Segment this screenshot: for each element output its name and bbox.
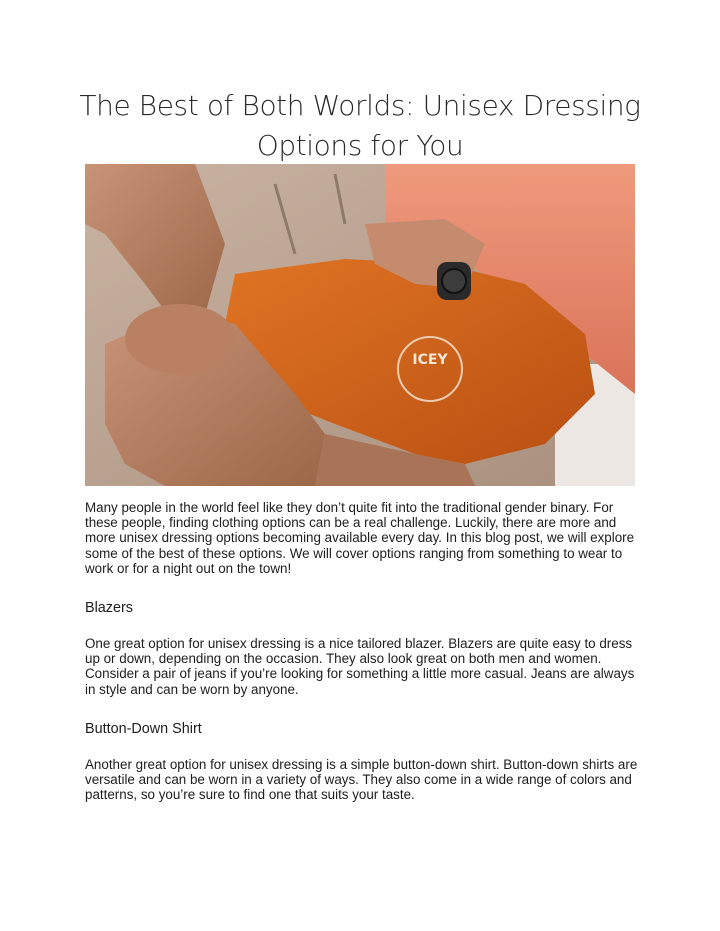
section-body-button-down-shirt: Another great option for unisex dressing is a simple button-down shirt. Button-down shirts are versatile and can be worn in a variety of ways. They also come in a wide range of colors and patterns, so you’re sure to find one that suits your taste. [85, 757, 638, 803]
title-line-1: The Best of Both Worlds: Unisex Dressing [79, 89, 641, 122]
section-heading-button-down-shirt: Button-Down Shirt [85, 721, 202, 737]
intro-paragraph: Many people in the world feel like they don’t quite fit into the traditional gender binary. For these people, finding clothing options can be a real challenge. Luckily, there are more and more unisex dressing options becoming available every day. In this blog post, we will explore some of the best of these options. We will cover options ranging from something to wear to work or for a night out on the town! [85, 500, 635, 576]
watch-face [442, 269, 466, 293]
page-title [60, 86, 660, 166]
section-heading-blazers: Blazers [85, 600, 133, 616]
hero-image [85, 164, 635, 486]
section-body-blazers: One great option for unisex dressing is a nice tailored blazer. Blazers are quite easy to dress up or down, depending on the occasion. They also look great on both men and women. Consider a pair of jeans if you’re looking for something a little more casual. Jeans are always in style and can be worn by anyone. [85, 636, 635, 697]
badge-text: ICEY [412, 352, 448, 368]
hand-on-knee [125, 304, 235, 374]
hero-illustration [85, 164, 635, 486]
title-line-2: Options for You [256, 129, 464, 162]
